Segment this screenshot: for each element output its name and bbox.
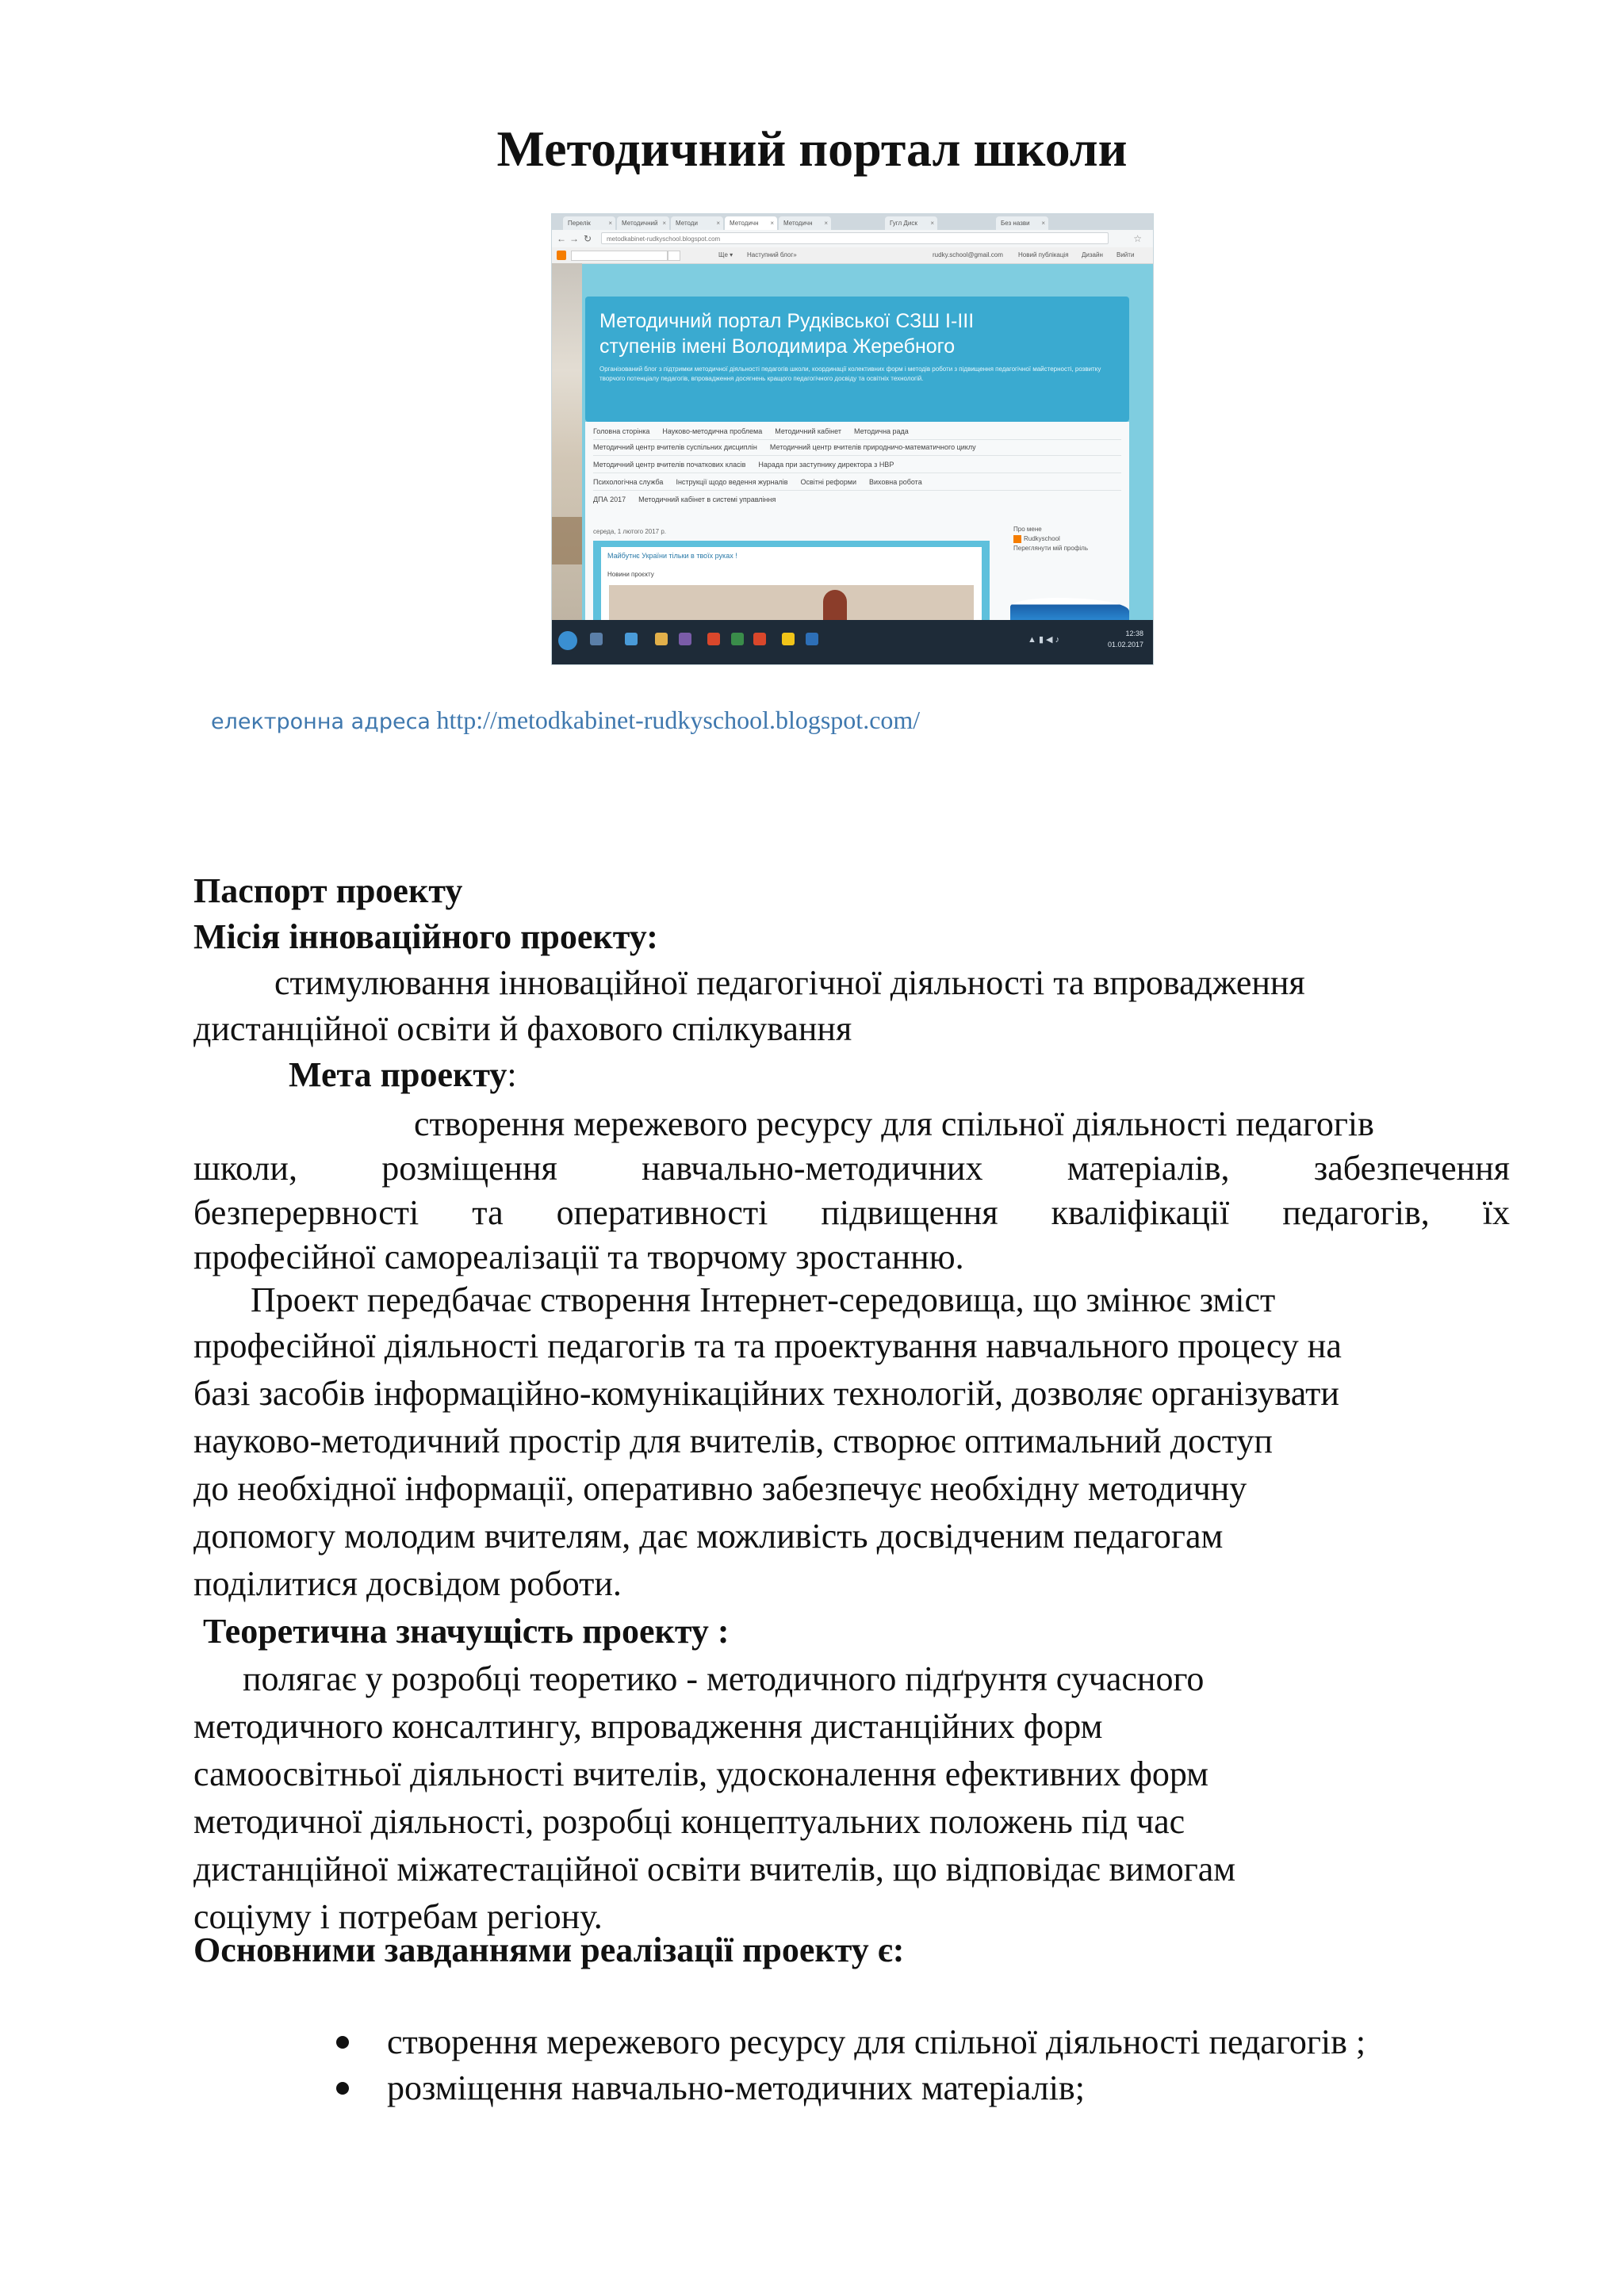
- goal-heading: Мета проекту: [289, 1055, 508, 1094]
- blogger-email: rudky.school@gmail.com: [933, 251, 1003, 258]
- blogger-search-box: [571, 251, 668, 261]
- blog-title-line: Методичний портал Рудківської СЗШ І-ІІІ: [599, 310, 975, 332]
- bullet-icon: [336, 2036, 349, 2049]
- bookmark-star-icon: ☆: [1133, 233, 1142, 244]
- page-title: Методичний портал школи: [496, 121, 1128, 177]
- theory-line: соціуму і потребам регіону.: [193, 1897, 603, 1936]
- tray-icons: ▲ ▮ ◀ ♪: [1028, 635, 1060, 645]
- taskbar-app-icon: [625, 633, 638, 645]
- browser-tab-active: Методичн ×: [725, 216, 777, 230]
- address-label: електронна адреса: [211, 710, 431, 734]
- taskbar-clock: 12:38 01.02.2017: [1107, 629, 1143, 649]
- taskbar-app-icon: [731, 633, 744, 645]
- sidebar-wave-image: [1010, 598, 1129, 620]
- blog-header: [585, 297, 1129, 422]
- blogger-new-post-link: Новий публікація: [1018, 251, 1069, 258]
- menu-divider: [593, 490, 1121, 491]
- forward-arrow-icon: →: [569, 233, 579, 244]
- theory-heading: Теоретична значущість проекту :: [203, 1612, 730, 1651]
- browser-tab: Методичн ×: [779, 216, 831, 230]
- browser-tab: Методичний ×: [617, 216, 669, 230]
- menu-divider: [593, 455, 1121, 456]
- blog-description: Організований блог з підтримки методичної діяльності педагогів школи, координації колективних форм і методів роботи з підвищення педагогічної майстерності, розвитку творчого потенціалу педагогів, впровадження досягнень кращого педагогічного досвіду та освітніх технологій.: [599, 365, 1101, 382]
- project-line: до необхідної інформації, оперативно забезпечує необхідну методичну: [193, 1469, 1247, 1508]
- project-line: Проект передбачає створення Інтернет-середовища, що змінює зміст: [251, 1280, 1276, 1319]
- mission-line: дистанційної освіти й фахового спілкування: [193, 1009, 852, 1048]
- blog-title-line: ступенів імені Володимира Жеребного: [599, 335, 956, 358]
- background-photo: [552, 263, 582, 620]
- project-line: базі засобів інформаційно-комунікаційних технологій, дозволяє організувати: [193, 1374, 1339, 1413]
- goal-line: професійної самореалізації та творчому зростанню.: [193, 1238, 964, 1276]
- menu-divider: [593, 439, 1121, 440]
- browser-tab-strip: [552, 214, 1153, 230]
- mission-heading: Місія інноваційного проекту:: [193, 917, 658, 956]
- address-link[interactable]: http://metodkabinet-rudkyschool.blogspot.com/: [436, 706, 921, 734]
- blog-menu-row: Методичний центр вчителів суспільних дисциплін Методичний центр вчителів природничо-математичного циклу: [593, 443, 976, 451]
- taskbar-app-icon: [679, 633, 691, 645]
- goal-colon: :: [507, 1055, 517, 1094]
- project-line: професійної діяльності педагогів та та проектування навчального процесу на: [193, 1326, 1342, 1365]
- blogger-profile-icon: [1013, 535, 1021, 543]
- blogger-design-link: Дизайн: [1082, 251, 1103, 258]
- blogger-more-link: Ще ▾: [718, 251, 733, 258]
- browser-tab: Методи ×: [671, 216, 723, 230]
- browser-address-bar: [552, 230, 1153, 248]
- address-caption: [211, 704, 920, 738]
- project-line: науково-методичний простір для вчителів, створює оптимальний доступ: [193, 1422, 1273, 1460]
- taskbar-app-icon: [782, 633, 795, 645]
- theory-line: полягає у розробці теоретико - методичного підґрунтя сучасного: [243, 1659, 1205, 1698]
- taskbar-app-icon: [753, 633, 766, 645]
- post-date: середа, 1 лютого 2017 р.: [593, 528, 667, 535]
- browser-tab: Гугл Диск ×: [885, 216, 937, 230]
- taskbar-app-icon: [707, 633, 720, 645]
- mission-line: стимулювання інноваційної педагогічної діяльності та впровадження: [274, 963, 1305, 1002]
- blog-menu-row: ДПА 2017 Методичний кабінет в системі управління: [593, 496, 776, 503]
- goal-line: створення мережевого ресурсу для спільної діяльності педагогів: [414, 1104, 1374, 1143]
- person-image: [823, 590, 847, 620]
- theory-line: методичного консалтингу, впровадження дистанційних форм: [193, 1707, 1103, 1746]
- sidebar-profile: Rudkyschool: [1013, 534, 1116, 544]
- passport-heading: Паспорт проекту: [193, 871, 463, 910]
- blog-post-card: [601, 547, 982, 620]
- taskbar-app-icon: [590, 633, 603, 645]
- post-title: Майбутнє України тільки в твоїх руках !: [607, 552, 737, 560]
- blogger-search-button: [668, 251, 680, 261]
- task-item: розміщення навчально-методичних матеріалів;: [387, 2068, 1085, 2107]
- project-line: допомогу молодим вчителям, дає можливість досвідченим педагогам: [193, 1517, 1224, 1556]
- tasks-heading: Основними завданнями реалізації проекту є:: [193, 1931, 905, 1969]
- post-subtitle: Новини проєкту: [607, 571, 654, 578]
- goal-line: школи, розміщення навчально-методичних матеріалів, забезпечення: [193, 1149, 1510, 1188]
- post-video-thumbnail: [609, 585, 974, 620]
- bullet-icon: [336, 2082, 349, 2095]
- theory-line: дистанційної міжатестаційної освіти вчителів, що відповідає вимогам: [193, 1850, 1236, 1888]
- goal-line: безперервності та оперативності підвищення кваліфікації педагогів, їх: [193, 1193, 1510, 1232]
- book-image: [552, 517, 582, 564]
- blogger-logo-icon: [557, 251, 566, 260]
- project-line: поділитися досвідом роботи.: [193, 1564, 622, 1603]
- theory-line: самоосвітньої діяльності вчителів, удосконалення ефективних форм: [193, 1755, 1209, 1793]
- blog-screenshot-image: [552, 214, 1153, 664]
- blogger-navbar: [552, 247, 1153, 264]
- blogger-exit-link: Вийти: [1116, 251, 1135, 258]
- blog-menu-row: Психологічна служба Інструкції щодо ведення журналів Освітні реформи Виховна робота: [593, 478, 922, 486]
- start-button-icon: [558, 631, 577, 650]
- theory-line: методичної діяльності, розробці концептуальних положень під час: [193, 1802, 1185, 1841]
- back-arrow-icon: ←: [557, 233, 566, 244]
- windows-taskbar: [552, 620, 1153, 664]
- browser-tab: Перелік ×: [563, 216, 615, 230]
- blogger-next-link: Наступний блог»: [747, 251, 797, 258]
- sidebar-title: Про мене: [1013, 526, 1042, 533]
- blog-sidebar: [1013, 525, 1116, 553]
- blog-post: [593, 541, 990, 620]
- taskbar-app-icon: [655, 633, 668, 645]
- sidebar-profile-link: Переглянути мій профіль: [1013, 545, 1089, 552]
- url-field: metodkabinet-rudkyschool.blogspot.com: [601, 232, 1109, 244]
- task-item: створення мережевого ресурсу для спільної діяльності педагогів ;: [387, 2022, 1366, 2061]
- blog-page-body: [585, 422, 1129, 620]
- taskbar-app-icon: [806, 633, 818, 645]
- goal-heading-line: [289, 1053, 517, 1097]
- reload-icon: ↻: [584, 233, 592, 244]
- blog-menu-row: Методичний центр вчителів початкових класів Нарада при заступнику директора з НВР: [593, 461, 894, 469]
- browser-tab: Без назви ×: [996, 216, 1048, 230]
- blog-menu-row: Головна сторінка Науково-методична проблема Методичний кабінет Методична рада: [593, 427, 909, 435]
